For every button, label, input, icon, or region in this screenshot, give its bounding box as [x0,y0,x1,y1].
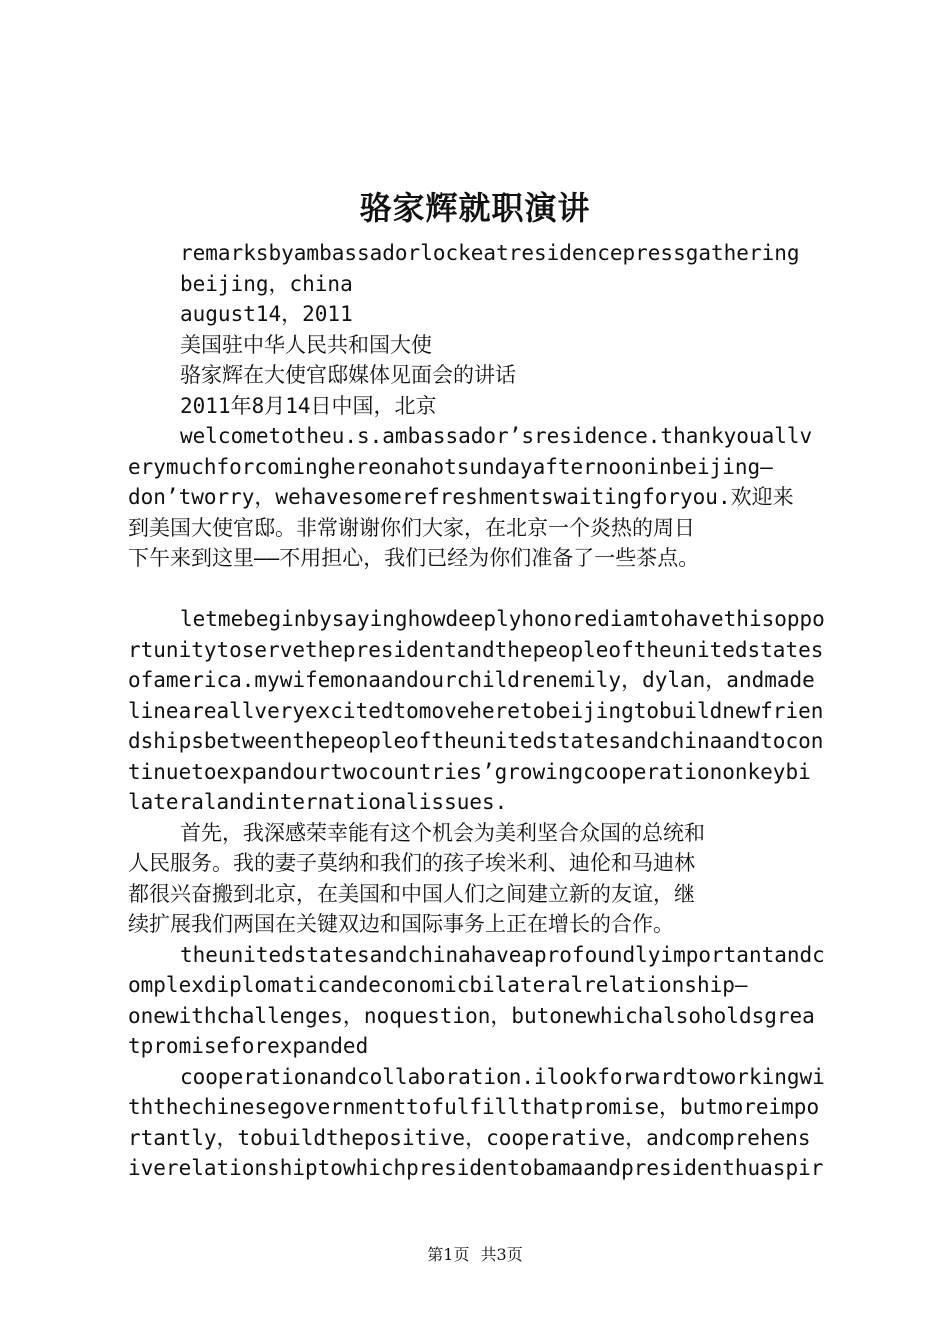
text-line: beijing，china [180,271,353,296]
text-line: iverelationshiptowhichpresidentobamaandpresidenthuaspir [128,1156,824,1180]
page-number: 第1页 [427,1245,470,1264]
text-line: rtunitytoservethepresidentandthepeopleoftheunitedstates [128,637,824,662]
text-line: 2011年8月14日中国，北京 [180,393,437,418]
text-line: erymuchforcominghereonahotsundayafternooninbeijing– [128,454,773,479]
text-line: 首先，我深感荣幸能有这个机会为美利坚合众国的总统和 [180,820,705,845]
text-line: 骆家辉在大使官邸媒体见面会的讲话 [180,363,516,387]
text-line: ofamerica.mywifemonaandourchildrenemily，dylan，andmade [128,668,815,692]
blank-line [128,574,832,605]
page-footer [0,1244,950,1266]
text-line: onewithchallenges，noquestion，butonewhichalsoholdsgrea [128,1003,815,1028]
text-line: theunitedstatesandchinahaveaprofoundlyimportantandc [180,942,825,967]
text-line: 续扩展我们两国在关键双边和国际事务上正在增长的合作。 [128,912,674,936]
text-line: tinuetoexpandourtwocountries’growingcooperationonkeybi [128,759,811,784]
text-line: letmebeginbysayinghowdeeplyhonorediamtohavethisoppo [180,607,825,631]
text-line: welcometotheu.s.ambassador’sresidence.thankyouallv [180,424,813,448]
text-line: 下午来到这里——不用担心，我们已经为你们准备了一些茶点。 [128,546,700,570]
text-line: omplexdiplomaticandeconomicbilateralrelationship– [128,973,748,997]
text-line: cooperationandcollaboration.ilookforwardtoworkingwi [180,1064,825,1089]
text-line: 美国驻中华人民共和国大使 [180,332,432,357]
text-line: 到美国大使官邸。非常谢谢你们大家，在北京一个炎热的周日 [128,515,695,540]
text-line: tpromiseforexpanded [128,1034,369,1058]
text-line: don’tworry，wehavesomerefreshmentswaitingforyou.欢迎来 [128,485,794,509]
text-line: lateralandinternationalissues. [128,790,508,814]
text-line: august14，2011 [180,302,353,326]
text-line: 人民服务。我的妻子莫纳和我们的孩子埃米利、迪伦和马迪林 [128,851,695,875]
document-title: 骆家辉就职演讲 [359,189,591,227]
text-line: dshipsbetweenthepeopleoftheunitedstatesandchinaandtocon [128,729,824,753]
text-line: rtantly，tobuildthepositive，cooperative，andcomprehens [128,1125,811,1150]
text-line: lineareallveryexcitedtomoveheretobeijingtobuildnewfrien [128,698,824,723]
text-line: ththechinesegovernmenttofulfillthatpromise，butmoreimpo [128,1095,820,1119]
page-total: 共3页 [480,1245,523,1264]
document-body [128,238,832,1184]
text-line: 都很兴奋搬到北京，在美国和中国人们之间建立新的友谊，继 [128,881,695,906]
text-line: remarksbyambassadorlockeatresidencepressgathering [180,241,800,265]
